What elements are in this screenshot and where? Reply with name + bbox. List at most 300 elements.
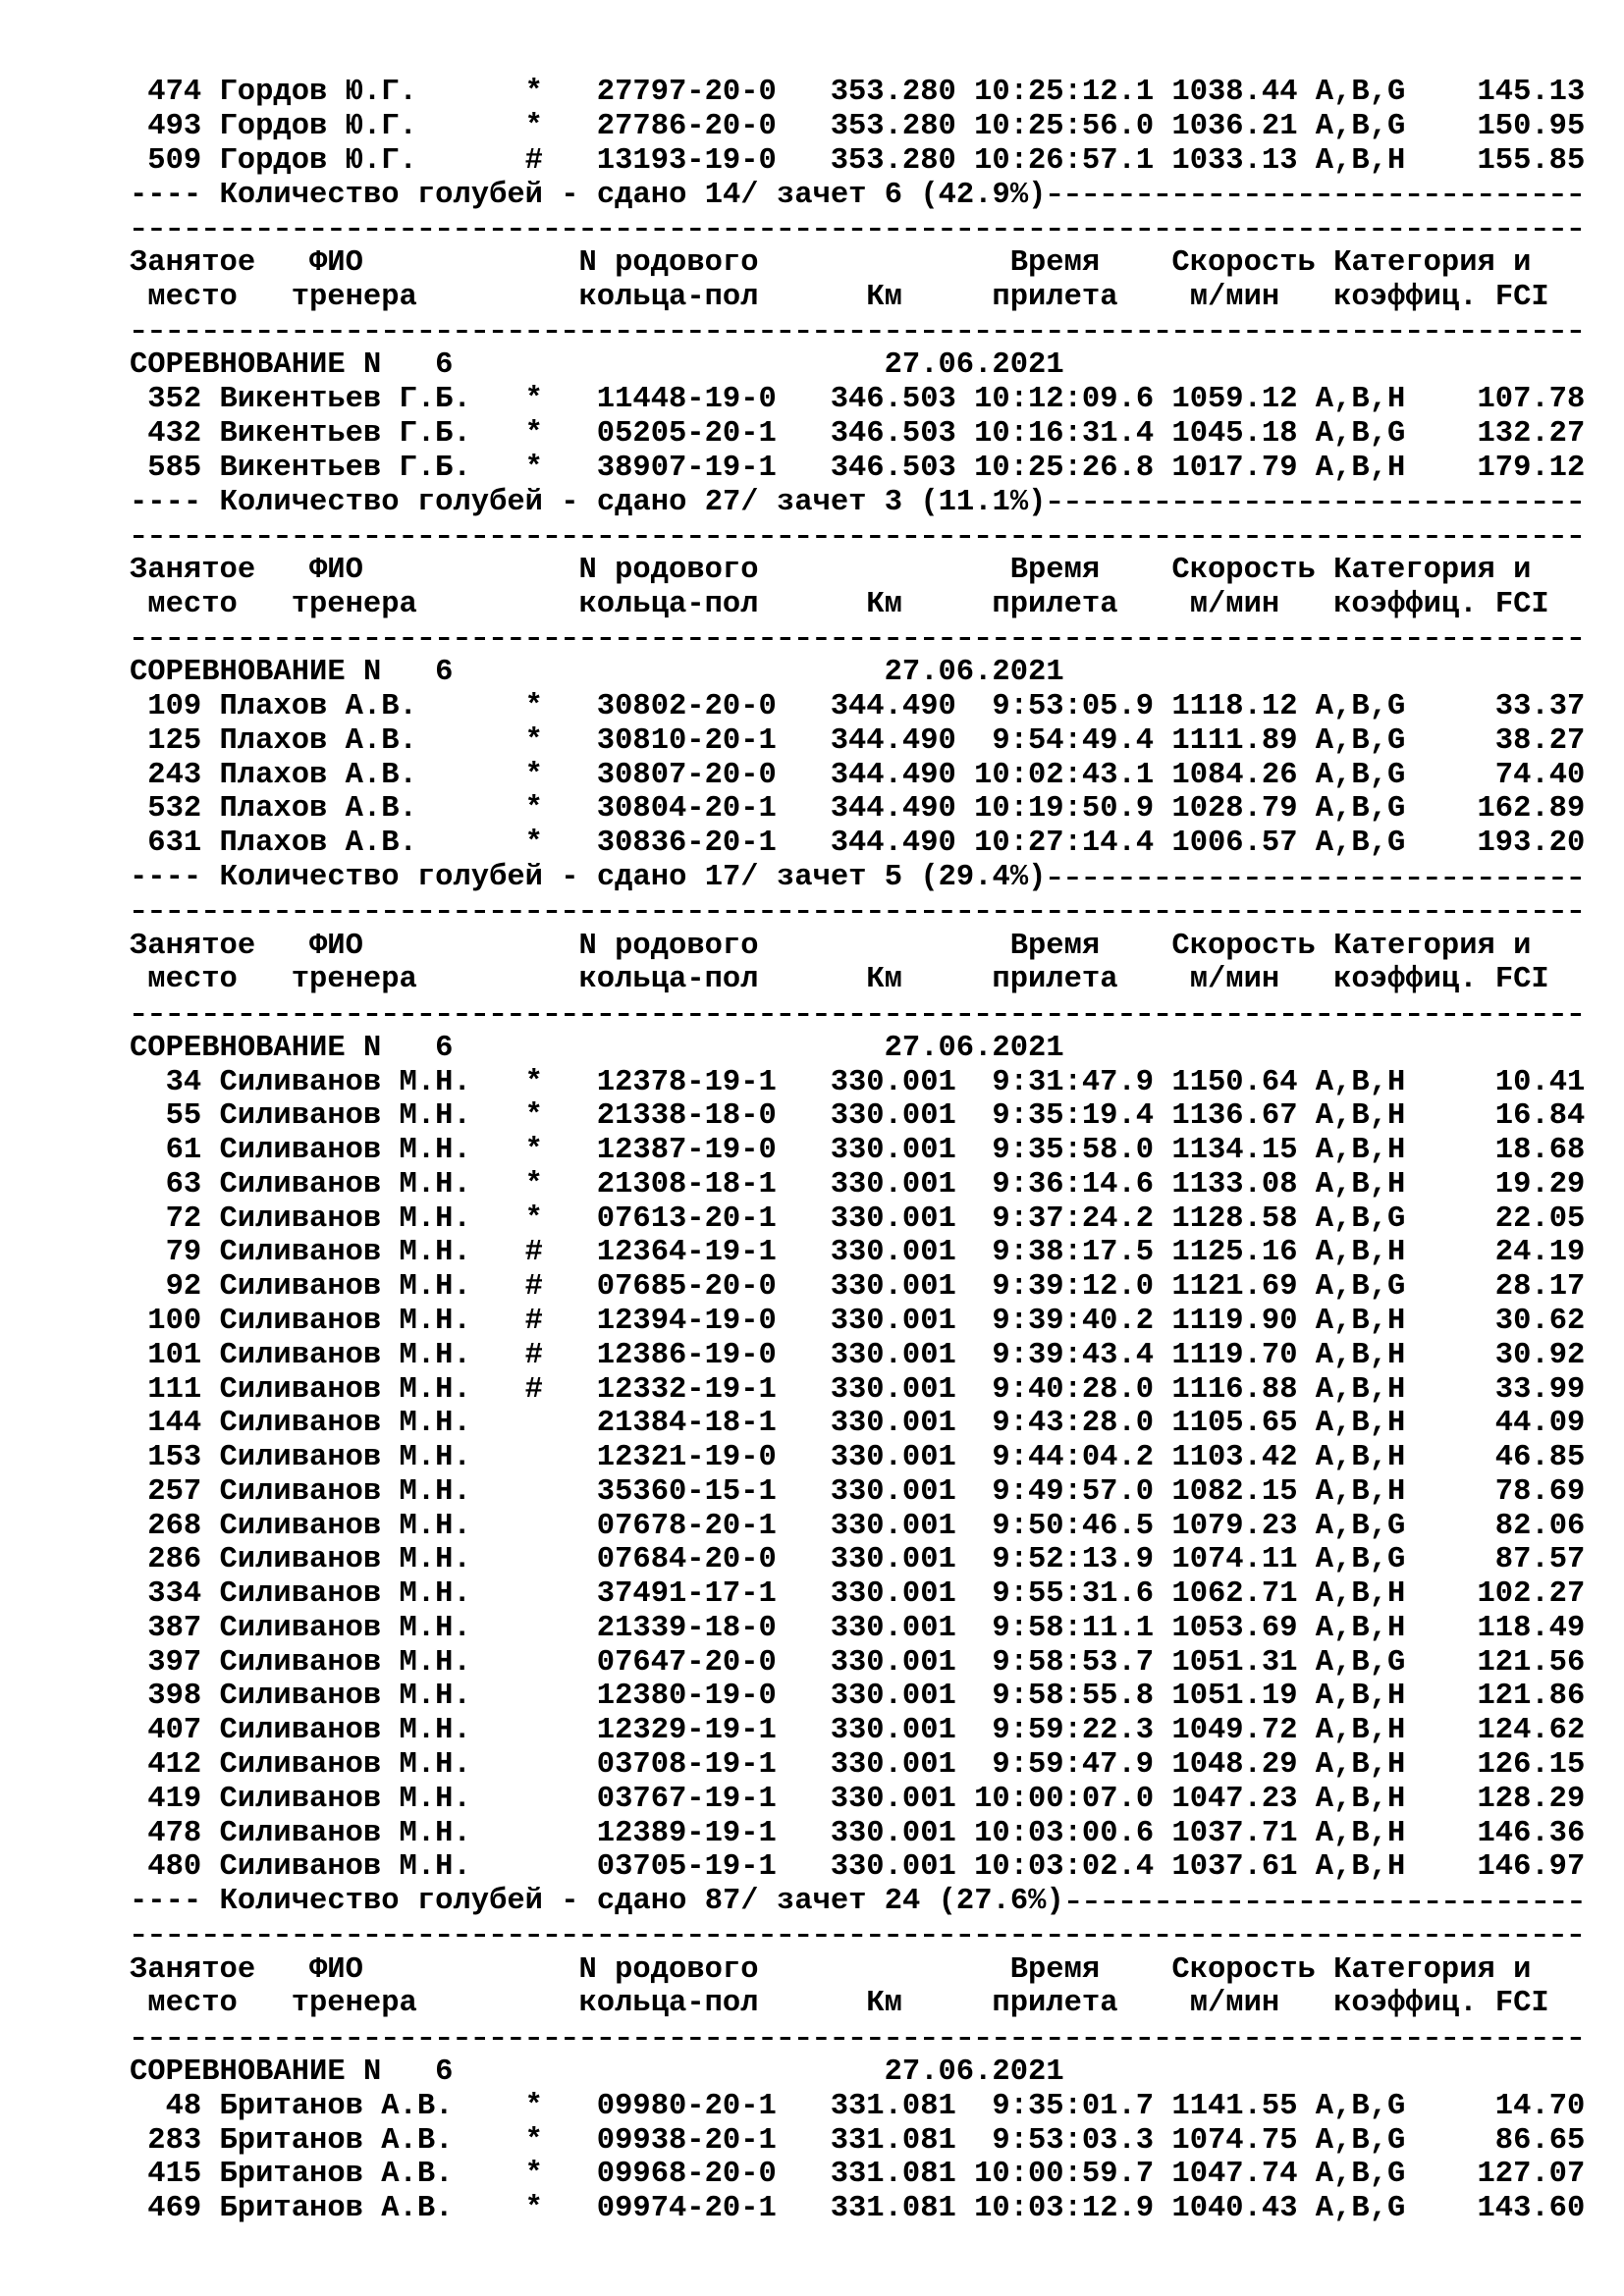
trainer-name-cell: Силиванов М.Н. — [219, 1816, 471, 1850]
trainer-name-cell: Силиванов М.Н. — [219, 1714, 471, 1748]
distance-km-cell: 330.001 — [830, 1065, 956, 1099]
header-name-sublabel: тренера — [291, 1987, 417, 2021]
fci-coefficient-cell: 78.69 — [1494, 1474, 1586, 1509]
mark-cell: # — [524, 1372, 543, 1407]
header-time-sublabel: прилета — [992, 963, 1118, 997]
competition-number: 6 — [435, 656, 454, 690]
arrival-time-cell: 10:16:31.4 — [974, 417, 1155, 451]
trainer-name-cell: Силиванов М.Н. — [219, 1407, 471, 1441]
trainer-name-cell: Силиванов М.Н. — [219, 1201, 471, 1236]
result-row — [130, 452, 1585, 486]
trainer-name-cell: Плахов А.В. — [219, 723, 417, 758]
arrival-time-cell: 9:53:05.9 — [992, 690, 1155, 724]
summary-dash-fill — [1046, 861, 1585, 895]
separator-line — [130, 1919, 1585, 1953]
mark-cell: * — [524, 383, 543, 417]
summary-dash-fill — [1046, 486, 1585, 520]
category-cell: A,B,H — [1315, 1816, 1406, 1850]
header-name-sublabel: тренера — [291, 963, 417, 997]
column-header-row-2 — [130, 281, 1585, 315]
header-speed-sublabel: м/мин — [1189, 280, 1280, 314]
separator-line — [130, 2021, 1585, 2056]
mark-cell: * — [524, 2123, 543, 2158]
arrival-time-cell: 10:26:57.1 — [974, 143, 1155, 178]
category-cell: A,B,H — [1315, 1338, 1406, 1372]
category-cell: A,B,G — [1315, 2123, 1406, 2158]
fci-coefficient-cell: 162.89 — [1477, 792, 1586, 827]
distance-km-cell: 330.001 — [830, 1509, 956, 1543]
distance-km-cell: 330.001 — [830, 1270, 956, 1305]
header-place-sublabel: место — [147, 1987, 238, 2021]
category-cell: A,B,H — [1315, 1167, 1406, 1201]
result-row — [130, 417, 1585, 452]
competition-number: 6 — [435, 2055, 454, 2089]
trainer-name-cell: Плахов А.В. — [219, 792, 417, 827]
place-cell: 101 — [147, 1338, 202, 1372]
header-ring-label: N родового — [578, 1952, 759, 1987]
result-row — [130, 1202, 1585, 1237]
mark-cell: * — [524, 1065, 543, 1099]
speed-cell: 1062.71 — [1171, 1577, 1298, 1612]
ring-number-cell: 12389-19-1 — [596, 1816, 777, 1850]
arrival-time-cell: 9:39:40.2 — [992, 1305, 1155, 1339]
fci-coefficient-cell: 87.57 — [1494, 1543, 1586, 1577]
ring-number-cell: 37491-17-1 — [596, 1577, 777, 1612]
place-cell: 387 — [147, 1611, 202, 1645]
category-cell: A,B,H — [1315, 1236, 1406, 1270]
distance-km-cell: 330.001 — [830, 1782, 956, 1816]
speed-cell: 1103.42 — [1171, 1441, 1298, 1475]
speed-cell: 1038.44 — [1171, 76, 1298, 110]
ring-number-cell: 35360-15-1 — [596, 1474, 777, 1509]
header-time-label: Время — [1009, 1952, 1101, 1987]
header-km-label: Км — [866, 280, 902, 314]
result-row — [130, 383, 1585, 417]
ring-number-cell: 21384-18-1 — [596, 1407, 777, 1441]
arrival-time-cell: 10:03:12.9 — [974, 2192, 1155, 2226]
arrival-time-cell: 10:00:07.0 — [974, 1782, 1155, 1816]
ring-number-cell: 12332-19-1 — [596, 1372, 777, 1407]
trainer-name-cell: Силиванов М.Н. — [219, 1270, 471, 1305]
speed-cell: 1059.12 — [1171, 383, 1298, 417]
header-time-label: Время — [1009, 246, 1101, 281]
fci-coefficient-cell: 155.85 — [1477, 143, 1586, 178]
fci-coefficient-cell: 150.95 — [1477, 110, 1586, 144]
speed-cell: 1141.55 — [1171, 2089, 1298, 2123]
result-row — [130, 1817, 1585, 1851]
speed-cell: 1128.58 — [1171, 1201, 1298, 1236]
header-ring-label: N родового — [578, 929, 759, 963]
speed-cell: 1033.13 — [1171, 143, 1298, 178]
fci-coefficient-cell: 146.97 — [1477, 1850, 1586, 1885]
result-row — [130, 1339, 1585, 1373]
speed-cell: 1049.72 — [1171, 1714, 1298, 1748]
column-header-row-1 — [130, 554, 1585, 588]
category-cell: A,B,H — [1315, 1680, 1406, 1714]
distance-km-cell: 353.280 — [830, 143, 956, 178]
result-row — [130, 2192, 1585, 2226]
separator-line — [130, 622, 1585, 657]
header-km-label: Км — [866, 1987, 902, 2021]
category-cell: A,B,G — [1315, 76, 1406, 110]
place-cell: 283 — [147, 2123, 202, 2158]
competition-label: СОРЕВНОВАНИЕ N — [130, 2055, 382, 2089]
category-cell: A,B,G — [1315, 2089, 1406, 2123]
fci-coefficient-cell: 126.15 — [1477, 1748, 1586, 1783]
ring-number-cell: 30807-20-0 — [596, 758, 777, 792]
fci-coefficient-cell: 124.62 — [1477, 1714, 1586, 1748]
result-row — [130, 110, 1585, 144]
fci-coefficient-cell: 18.68 — [1494, 1134, 1586, 1168]
fci-coefficient-cell: 22.05 — [1494, 1201, 1586, 1236]
distance-km-cell: 330.001 — [830, 1372, 956, 1407]
header-km-label: Км — [866, 963, 902, 997]
speed-cell: 1150.64 — [1171, 1065, 1298, 1099]
trainer-name-cell: Силиванов М.Н. — [219, 1577, 471, 1612]
speed-cell: 1037.71 — [1171, 1816, 1298, 1850]
ring-number-cell: 12380-19-0 — [596, 1680, 777, 1714]
result-row — [130, 1407, 1585, 1441]
fci-coefficient-cell: 146.36 — [1477, 1816, 1586, 1850]
speed-cell: 1051.31 — [1171, 1645, 1298, 1680]
result-row — [130, 2090, 1585, 2124]
result-row — [130, 1714, 1585, 1748]
place-cell: 474 — [147, 76, 202, 110]
arrival-time-cell: 9:35:01.7 — [992, 2089, 1155, 2123]
ring-number-cell: 38907-19-1 — [596, 451, 777, 485]
mark-cell: * — [524, 2192, 543, 2226]
ring-number-cell: 03767-19-1 — [596, 1782, 777, 1816]
ring-number-cell: 09980-20-1 — [596, 2089, 777, 2123]
trainer-name-cell: Британов А.В. — [219, 2158, 454, 2192]
mark-cell: * — [524, 2089, 543, 2123]
fci-coefficient-cell: 24.19 — [1494, 1236, 1586, 1270]
header-time-label: Время — [1009, 554, 1101, 588]
distance-km-cell: 330.001 — [830, 1099, 956, 1134]
mark-cell: # — [524, 143, 543, 178]
header-name-label: ФИО — [309, 929, 363, 963]
ring-number-cell: 12329-19-1 — [596, 1714, 777, 1748]
summary-text: ---- Количество голубей - сдано 27/ зачет 3 (11.1%) — [130, 485, 1047, 519]
trainer-name-cell: Силиванов М.Н. — [219, 1236, 471, 1270]
category-cell: A,B,G — [1315, 758, 1406, 792]
ring-number-cell: 12378-19-1 — [596, 1065, 777, 1099]
distance-km-cell: 330.001 — [830, 1816, 956, 1850]
trainer-name-cell: Гордов Ю.Г. — [219, 143, 417, 178]
arrival-time-cell: 9:31:47.9 — [992, 1065, 1155, 1099]
header-time-sublabel: прилета — [992, 1987, 1118, 2021]
column-header-row-2 — [130, 1987, 1585, 2021]
result-row — [130, 1305, 1585, 1339]
fci-coefficient-cell: 28.17 — [1494, 1270, 1586, 1305]
header-place-sublabel: место — [147, 587, 238, 621]
place-cell: 398 — [147, 1680, 202, 1714]
category-cell: A,B,H — [1315, 1372, 1406, 1407]
place-cell: 55 — [165, 1099, 202, 1134]
trainer-name-cell: Силиванов М.Н. — [219, 1305, 471, 1339]
ring-number-cell: 09938-20-1 — [596, 2123, 777, 2158]
result-row — [130, 1510, 1585, 1544]
result-row — [130, 1680, 1585, 1714]
fci-coefficient-cell: 74.40 — [1494, 758, 1586, 792]
category-cell: A,B,G — [1315, 723, 1406, 758]
result-row — [130, 1850, 1585, 1885]
trainer-name-cell: Силиванов М.Н. — [219, 1611, 471, 1645]
mark-cell: * — [524, 792, 543, 827]
category-cell: A,B,G — [1315, 1645, 1406, 1680]
result-row — [130, 1168, 1585, 1202]
place-cell: 72 — [165, 1201, 202, 1236]
arrival-time-cell: 10:25:56.0 — [974, 110, 1155, 144]
result-row — [130, 1612, 1585, 1646]
speed-cell: 1053.69 — [1171, 1611, 1298, 1645]
fci-coefficient-cell: 121.86 — [1477, 1680, 1586, 1714]
header-time-sublabel: прилета — [992, 587, 1118, 621]
fci-coefficient-cell: 19.29 — [1494, 1167, 1586, 1201]
ring-number-cell: 21339-18-0 — [596, 1611, 777, 1645]
place-cell: 92 — [165, 1270, 202, 1305]
result-row — [130, 1646, 1585, 1681]
fci-coefficient-cell: 121.56 — [1477, 1645, 1586, 1680]
place-cell: 480 — [147, 1850, 202, 1885]
arrival-time-cell: 10:03:02.4 — [974, 1850, 1155, 1885]
place-cell: 268 — [147, 1509, 202, 1543]
distance-km-cell: 330.001 — [830, 1441, 956, 1475]
result-row — [130, 76, 1585, 110]
result-row — [130, 1475, 1585, 1510]
speed-cell: 1105.65 — [1171, 1407, 1298, 1441]
arrival-time-cell: 9:39:12.0 — [992, 1270, 1155, 1305]
result-row — [130, 144, 1585, 179]
place-cell: 334 — [147, 1577, 202, 1612]
column-header-row-2 — [130, 963, 1585, 997]
fci-coefficient-cell: 193.20 — [1477, 827, 1586, 861]
mark-cell: * — [524, 690, 543, 724]
header-name-label: ФИО — [309, 246, 363, 281]
header-ring-sublabel: кольца-пол — [578, 280, 759, 314]
competition-date: 27.06.2021 — [884, 2055, 1064, 2089]
fci-coefficient-cell: 118.49 — [1477, 1611, 1586, 1645]
mark-cell: * — [524, 110, 543, 144]
header-place-sublabel: место — [147, 280, 238, 314]
mark-cell: * — [524, 1099, 543, 1134]
result-row — [130, 1373, 1585, 1408]
place-cell: 100 — [147, 1305, 202, 1339]
mark-cell: * — [524, 1201, 543, 1236]
header-speed-sublabel: м/мин — [1189, 1987, 1280, 2021]
header-speed-label: Скорость — [1171, 929, 1316, 963]
result-row — [130, 1236, 1585, 1270]
competition-line — [130, 1032, 1585, 1066]
speed-cell: 1084.26 — [1171, 758, 1298, 792]
arrival-time-cell: 9:58:11.1 — [992, 1611, 1155, 1645]
distance-km-cell: 330.001 — [830, 1474, 956, 1509]
ring-number-cell: 09974-20-1 — [596, 2192, 777, 2226]
ring-number-cell: 21338-18-0 — [596, 1099, 777, 1134]
category-cell: A,B,G — [1315, 1543, 1406, 1577]
header-ring-sublabel: кольца-пол — [578, 963, 759, 997]
mark-cell: * — [524, 758, 543, 792]
trainer-name-cell: Силиванов М.Н. — [219, 1099, 471, 1134]
competition-label: СОРЕВНОВАНИЕ N — [130, 1031, 382, 1065]
speed-cell: 1118.12 — [1171, 690, 1298, 724]
distance-km-cell: 330.001 — [830, 1714, 956, 1748]
place-cell: 125 — [147, 723, 202, 758]
header-speed-label: Скорость — [1171, 246, 1316, 281]
category-cell: A,B,H — [1315, 1782, 1406, 1816]
trainer-name-cell: Силиванов М.Н. — [219, 1680, 471, 1714]
separator-line — [130, 895, 1585, 930]
summary-dash-fill — [1046, 179, 1585, 213]
arrival-time-cell: 10:02:43.1 — [974, 758, 1155, 792]
fci-coefficient-cell: 145.13 — [1477, 76, 1586, 110]
speed-cell: 1119.90 — [1171, 1305, 1298, 1339]
header-category-sublabel: коэффиц. FCI — [1333, 587, 1549, 621]
header-time-label: Время — [1009, 929, 1101, 963]
mark-cell: # — [524, 1305, 543, 1339]
result-row — [130, 759, 1585, 793]
header-ring-label: N родового — [578, 246, 759, 281]
trainer-name-cell: Силиванов М.Н. — [219, 1065, 471, 1099]
ring-number-cell: 21308-18-1 — [596, 1167, 777, 1201]
distance-km-cell: 330.001 — [830, 1167, 956, 1201]
ring-number-cell: 07684-20-0 — [596, 1543, 777, 1577]
header-speed-label: Скорость — [1171, 1952, 1316, 1987]
separator-line — [130, 315, 1585, 349]
category-cell: A,B,H — [1315, 143, 1406, 178]
result-row — [130, 724, 1585, 759]
header-name-sublabel: тренера — [291, 280, 417, 314]
header-category-sublabel: коэффиц. FCI — [1333, 280, 1549, 314]
category-cell: A,B,G — [1315, 1201, 1406, 1236]
result-row — [130, 1441, 1585, 1475]
category-cell: A,B,G — [1315, 2192, 1406, 2226]
result-row — [130, 1543, 1585, 1577]
header-category-label: Категория и — [1333, 554, 1532, 588]
competition-date: 27.06.2021 — [884, 656, 1064, 690]
place-cell: 144 — [147, 1407, 202, 1441]
trainer-name-cell: Гордов Ю.Г. — [219, 110, 417, 144]
category-cell: A,B,G — [1315, 690, 1406, 724]
fci-coefficient-cell: 128.29 — [1477, 1782, 1586, 1816]
distance-km-cell: 330.001 — [830, 1680, 956, 1714]
distance-km-cell: 330.001 — [830, 1305, 956, 1339]
block-summary — [130, 486, 1585, 520]
separator-line — [130, 519, 1585, 554]
place-cell: 34 — [165, 1065, 202, 1099]
mark-cell: * — [524, 1134, 543, 1168]
ring-number-cell: 12321-19-0 — [596, 1441, 777, 1475]
distance-km-cell: 330.001 — [830, 1748, 956, 1783]
ring-number-cell: 07685-20-0 — [596, 1270, 777, 1305]
header-speed-sublabel: м/мин — [1189, 963, 1280, 997]
fci-coefficient-cell: 44.09 — [1494, 1407, 1586, 1441]
competition-date: 27.06.2021 — [884, 1031, 1064, 1065]
header-name-label: ФИО — [309, 1952, 363, 1987]
arrival-time-cell: 9:50:46.5 — [992, 1509, 1155, 1543]
speed-cell: 1074.11 — [1171, 1543, 1298, 1577]
header-place-label: Занятое — [130, 246, 256, 281]
place-cell: 509 — [147, 143, 202, 178]
arrival-time-cell: 10:27:14.4 — [974, 827, 1155, 861]
arrival-time-cell: 9:55:31.6 — [992, 1577, 1155, 1612]
trainer-name-cell: Британов А.В. — [219, 2089, 454, 2123]
fci-coefficient-cell: 10.41 — [1494, 1065, 1586, 1099]
competition-number: 6 — [435, 1031, 454, 1065]
result-row — [130, 827, 1585, 861]
ring-number-cell: 30836-20-1 — [596, 827, 777, 861]
speed-cell: 1051.19 — [1171, 1680, 1298, 1714]
ring-number-cell: 05205-20-1 — [596, 417, 777, 451]
speed-cell: 1134.15 — [1171, 1134, 1298, 1168]
category-cell: A,B,G — [1315, 1270, 1406, 1305]
header-ring-label: N родового — [578, 554, 759, 588]
fci-coefficient-cell: 132.27 — [1477, 417, 1586, 451]
ring-number-cell: 03708-19-1 — [596, 1748, 777, 1783]
competition-line — [130, 348, 1585, 383]
speed-cell: 1079.23 — [1171, 1509, 1298, 1543]
fci-coefficient-cell: 46.85 — [1494, 1441, 1586, 1475]
place-cell: 419 — [147, 1782, 202, 1816]
mark-cell: * — [524, 827, 543, 861]
fci-coefficient-cell: 30.62 — [1494, 1305, 1586, 1339]
mark-cell: # — [524, 1270, 543, 1305]
ring-number-cell: 30804-20-1 — [596, 792, 777, 827]
fci-coefficient-cell: 143.60 — [1477, 2192, 1586, 2226]
trainer-name-cell: Британов А.В. — [219, 2192, 454, 2226]
result-row — [130, 2124, 1585, 2159]
distance-km-cell: 346.503 — [830, 383, 956, 417]
speed-cell: 1047.23 — [1171, 1782, 1298, 1816]
arrival-time-cell: 9:58:55.8 — [992, 1680, 1155, 1714]
speed-cell: 1045.18 — [1171, 417, 1298, 451]
arrival-time-cell: 9:58:53.7 — [992, 1645, 1155, 1680]
distance-km-cell: 330.001 — [830, 1543, 956, 1577]
mark-cell: * — [524, 417, 543, 451]
place-cell: 407 — [147, 1714, 202, 1748]
distance-km-cell: 346.503 — [830, 417, 956, 451]
distance-km-cell: 331.081 — [830, 2158, 956, 2192]
header-category-sublabel: коэффиц. FCI — [1333, 963, 1549, 997]
summary-text: ---- Количество голубей - сдано 87/ зачет 24 (27.6%) — [130, 1885, 1064, 1919]
speed-cell: 1006.57 — [1171, 827, 1298, 861]
distance-km-cell: 353.280 — [830, 110, 956, 144]
trainer-name-cell: Силиванов М.Н. — [219, 1850, 471, 1885]
arrival-time-cell: 9:43:28.0 — [992, 1407, 1155, 1441]
trainer-name-cell: Силиванов М.Н. — [219, 1167, 471, 1201]
distance-km-cell: 330.001 — [830, 1338, 956, 1372]
distance-km-cell: 353.280 — [830, 76, 956, 110]
header-category-label: Категория и — [1333, 246, 1532, 281]
fci-coefficient-cell: 14.70 — [1494, 2089, 1586, 2123]
ring-number-cell: 07613-20-1 — [596, 1201, 777, 1236]
arrival-time-cell: 10:00:59.7 — [974, 2158, 1155, 2192]
ring-number-cell: 12387-19-0 — [596, 1134, 777, 1168]
category-cell: A,B,H — [1315, 1611, 1406, 1645]
competition-label: СОРЕВНОВАНИЕ N — [130, 656, 382, 690]
speed-cell: 1048.29 — [1171, 1748, 1298, 1783]
speed-cell: 1074.75 — [1171, 2123, 1298, 2158]
column-header-row-1 — [130, 1953, 1585, 1988]
category-cell: A,B,H — [1315, 451, 1406, 485]
place-cell: 532 — [147, 792, 202, 827]
header-category-label: Категория и — [1333, 1952, 1532, 1987]
trainer-name-cell: Силиванов М.Н. — [219, 1372, 471, 1407]
speed-cell: 1040.43 — [1171, 2192, 1298, 2226]
mark-cell: * — [524, 1167, 543, 1201]
distance-km-cell: 344.490 — [830, 723, 956, 758]
fci-coefficient-cell: 33.37 — [1494, 690, 1586, 724]
